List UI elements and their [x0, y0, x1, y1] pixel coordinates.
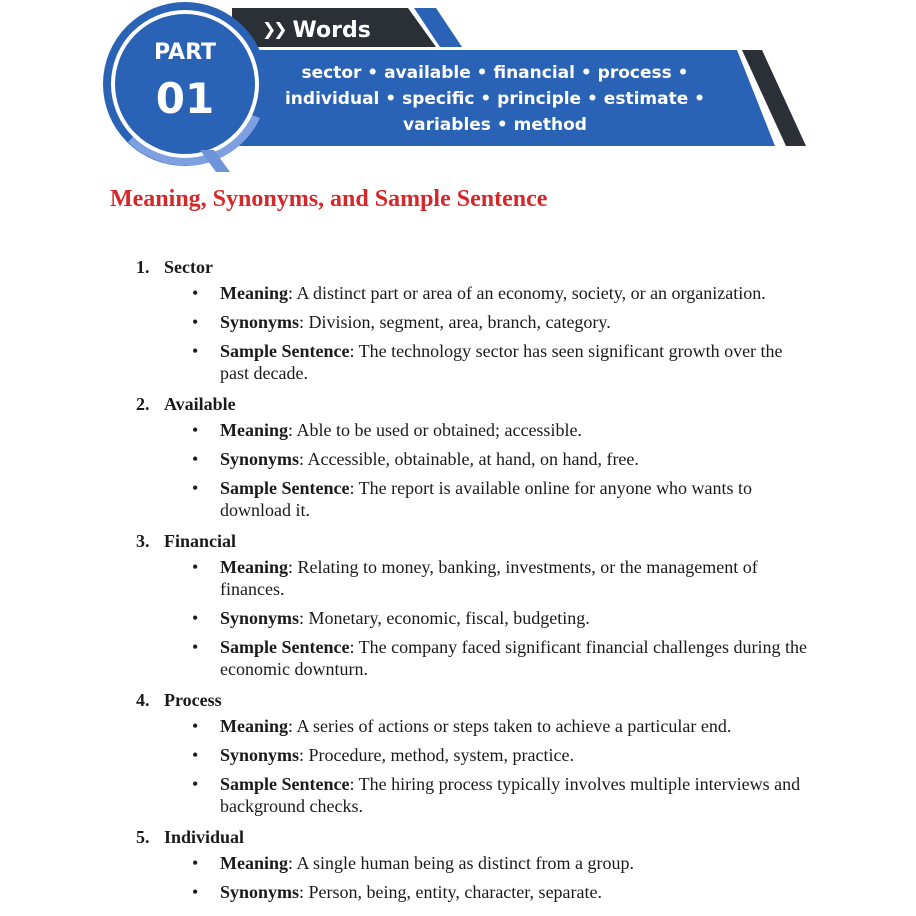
sample-label: Sample Sentence: [220, 341, 350, 361]
meaning-item: [136, 715, 816, 737]
entry-word: Process: [164, 690, 222, 710]
word-list-line: individual • specific • principle • estimate •: [284, 89, 706, 109]
part-label: PART: [153, 40, 217, 65]
meaning-label: Meaning: [220, 420, 289, 440]
meaning-text: : Relating to money, banking, investments, or the management of finances.: [220, 557, 758, 599]
bullet-icon: •: [192, 449, 199, 469]
vocabulary-list: [136, 254, 816, 910]
part-banner: [0, 0, 916, 180]
entry-word: Sector: [164, 257, 213, 277]
bullet-icon: •: [192, 716, 199, 736]
bullet-icon: •: [192, 312, 199, 332]
entry-word: Individual: [164, 827, 245, 847]
meaning-text: : Able to be used or obtained; accessible.: [288, 420, 582, 440]
entry-word: Available: [164, 394, 236, 414]
synonyms-text: : Division, segment, area, branch, category.: [299, 312, 611, 332]
entry-word: Financial: [164, 531, 237, 551]
entry-details: [136, 556, 816, 680]
double-chevron-right-icon: ❯❯: [262, 20, 285, 40]
meaning-label: Meaning: [220, 853, 289, 873]
entry-heading: [136, 824, 816, 850]
meaning-item: [136, 556, 816, 600]
synonyms-label: Synonyms: [220, 312, 300, 332]
bullet-icon: •: [192, 341, 199, 361]
vocabulary-entry: [136, 528, 816, 680]
entry-number: 4.: [136, 690, 150, 710]
synonyms-item: [136, 744, 816, 766]
vocabulary-entry: [136, 687, 816, 817]
sample-item: [136, 773, 816, 817]
bullet-icon: •: [192, 478, 199, 498]
meaning-text: : A single human being as distinct from a group.: [288, 853, 634, 873]
meaning-text: : A series of actions or steps taken to achieve a particular end.: [288, 716, 732, 736]
sample-item: [136, 340, 816, 384]
entry-heading: [136, 528, 816, 554]
sample-item: [136, 636, 816, 680]
words-tab: [262, 14, 412, 46]
sample-text: : The technology sector has seen significant growth over the past decade.: [220, 341, 783, 383]
synonyms-label: Synonyms: [220, 608, 300, 628]
bullet-icon: •: [192, 882, 199, 902]
synonyms-item: [136, 881, 816, 903]
sample-label: Sample Sentence: [220, 774, 350, 794]
entry-details: [136, 282, 816, 384]
entry-number: 5.: [136, 827, 150, 847]
entry-number: 2.: [136, 394, 150, 414]
word-list-line: variables • method: [403, 115, 587, 135]
entry-number: 1.: [136, 257, 150, 277]
entry-heading: [136, 687, 816, 713]
meaning-item: [136, 852, 816, 874]
bullet-icon: •: [192, 745, 199, 765]
meaning-item: [136, 419, 816, 441]
synonyms-text: : Person, being, entity, character, separate.: [299, 882, 603, 902]
synonyms-item: [136, 311, 816, 333]
synonyms-text: : Procedure, method, system, practice.: [299, 745, 574, 765]
section-title: Meaning, Synonyms, and Sample Sentence: [110, 186, 548, 212]
word-list-line: sector • available • financial • process •: [301, 63, 689, 83]
words-tab-label: Words: [292, 17, 371, 43]
entry-details: [136, 852, 816, 903]
sample-label: Sample Sentence: [220, 478, 350, 498]
entry-number: 3.: [136, 531, 150, 551]
entry-heading: [136, 254, 816, 280]
sample-text: : The report is available online for anyone who wants to download it.: [220, 478, 753, 520]
bullet-icon: •: [192, 774, 199, 794]
bullet-icon: •: [192, 853, 199, 873]
synonyms-text: : Accessible, obtainable, at hand, on hand, free.: [299, 449, 639, 469]
synonyms-label: Synonyms: [220, 745, 300, 765]
bullet-icon: •: [192, 637, 199, 657]
meaning-item: [136, 282, 816, 304]
meaning-label: Meaning: [220, 557, 289, 577]
sample-text: : The hiring process typically involves multiple interviews and background checks.: [220, 774, 801, 816]
bullet-icon: •: [192, 283, 199, 303]
entry-details: [136, 419, 816, 521]
meaning-label: Meaning: [220, 716, 289, 736]
sample-item: [136, 477, 816, 521]
bullet-icon: •: [192, 420, 199, 440]
bullet-icon: •: [192, 608, 199, 628]
word-list: [280, 60, 710, 138]
entry-details: [136, 715, 816, 817]
vocabulary-entry: [136, 824, 816, 903]
synonyms-text: : Monetary, economic, fiscal, budgeting.: [299, 608, 590, 628]
meaning-text: : A distinct part or area of an economy, society, or an organization.: [288, 283, 766, 303]
meaning-label: Meaning: [220, 283, 289, 303]
sample-text: : The company faced significant financial challenges during the economic downturn.: [220, 637, 807, 679]
synonyms-label: Synonyms: [220, 882, 300, 902]
vocabulary-entry: [136, 391, 816, 521]
vocabulary-entry: [136, 254, 816, 384]
sample-label: Sample Sentence: [220, 637, 350, 657]
synonyms-label: Synonyms: [220, 449, 300, 469]
synonyms-item: [136, 448, 816, 470]
part-number: 01: [155, 74, 215, 123]
entry-heading: [136, 391, 816, 417]
synonyms-item: [136, 607, 816, 629]
bullet-icon: •: [192, 557, 199, 577]
